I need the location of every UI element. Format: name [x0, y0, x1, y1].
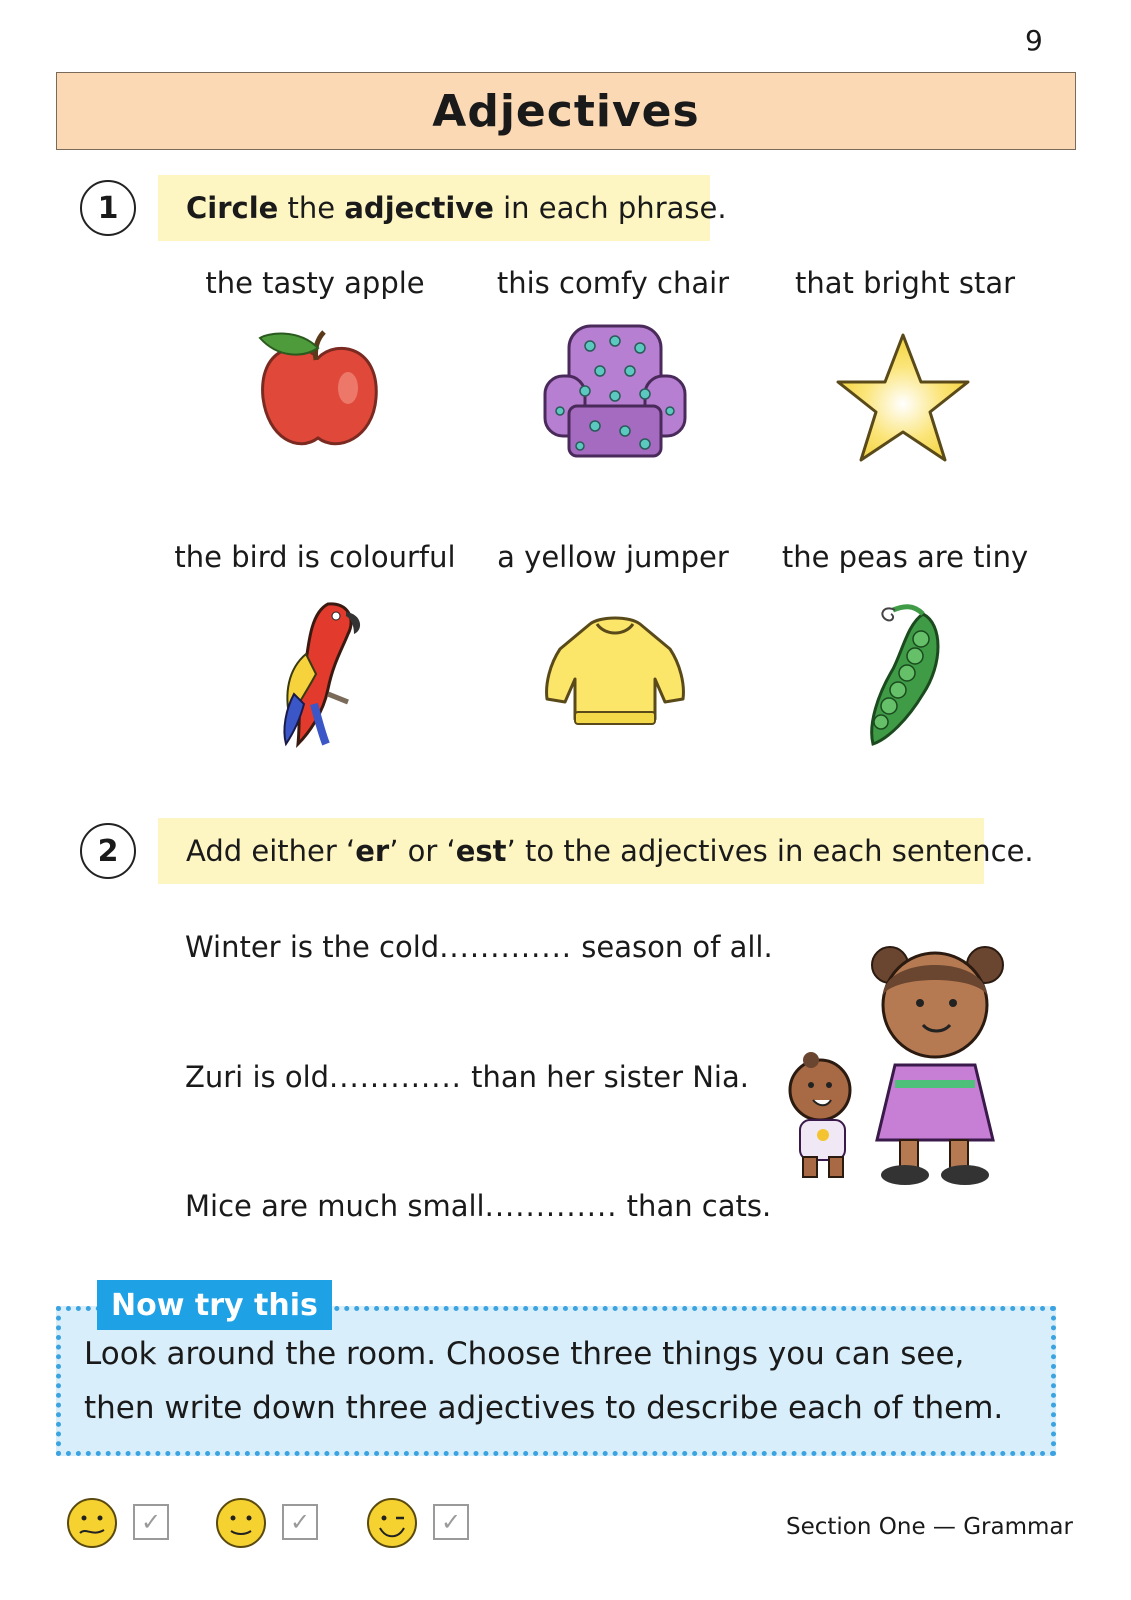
question-1-number: 1: [80, 180, 136, 236]
phrase-bright-star[interactable]: that bright star: [794, 266, 1016, 300]
instruction-text: ’ or ‘: [389, 834, 456, 868]
instruction-text: in each phrase.: [493, 191, 727, 225]
now-try-this-line-1: Look around the room. Choose three things you can see,: [84, 1336, 965, 1372]
footer-section: Section One — Grammar: [786, 1514, 1073, 1540]
question-1-instruction: [158, 175, 727, 241]
tick-box-3[interactable]: ✓: [433, 1504, 469, 1540]
question-2-instruction: [158, 818, 1034, 884]
sentence-end: than her sister Nia.: [461, 1060, 749, 1094]
sentence-end: than cats.: [617, 1189, 772, 1223]
phrase-yellow-jumper[interactable]: a yellow jumper: [497, 540, 729, 574]
title-banner: [56, 72, 1076, 150]
apple-icon: [238, 318, 398, 478]
sentence-mice: [185, 1189, 771, 1223]
page-number: 9: [1025, 24, 1043, 57]
tick-box-2[interactable]: ✓: [282, 1504, 318, 1540]
armchair-icon: [535, 316, 695, 476]
instruction-text: the: [278, 191, 345, 225]
jumper-icon: [535, 594, 695, 754]
sentence-start: Winter is the cold: [185, 930, 440, 964]
parrot-icon: [238, 594, 398, 754]
answer-blank[interactable]: .............: [329, 1060, 462, 1094]
pea-pod-icon: [823, 594, 983, 754]
phrase-tasty-apple[interactable]: the tasty apple: [205, 266, 425, 300]
instruction-bold-circle: Circle: [186, 191, 279, 225]
answer-blank[interactable]: .............: [484, 1189, 618, 1223]
happy-face-icon[interactable]: [366, 1497, 418, 1549]
instruction-text: ’ to the adjectives in each sentence.: [506, 834, 1034, 868]
sentence-end: season of all.: [572, 930, 773, 964]
star-icon: [823, 320, 983, 480]
page-title: Adjectives: [432, 85, 700, 137]
answer-blank[interactable]: .............: [439, 930, 573, 964]
now-try-this-line-2: then write down three adjectives to describe each of them.: [84, 1390, 1004, 1426]
sentence-zuri: [185, 1060, 749, 1094]
sentence-winter: [185, 930, 773, 964]
phrase-comfy-chair[interactable]: this comfy chair: [496, 266, 730, 300]
question-2-number: 2: [80, 823, 136, 879]
neutral-face-icon[interactable]: [215, 1497, 267, 1549]
phrase-peas-tiny[interactable]: the peas are tiny: [781, 540, 1029, 574]
instruction-bold-adjective: adjective: [344, 191, 494, 225]
sisters-illustration-icon: [775, 935, 1015, 1195]
instruction-bold-est: est: [455, 834, 507, 868]
instruction-bold-er: er: [355, 834, 390, 868]
instruction-text: Add either ‘: [186, 834, 356, 868]
sentence-start: Mice are much small: [185, 1189, 485, 1223]
worried-face-icon[interactable]: [66, 1497, 118, 1549]
tick-box-1[interactable]: ✓: [133, 1504, 169, 1540]
sentence-start: Zuri is old: [185, 1060, 330, 1094]
phrase-bird-colourful[interactable]: the bird is colourful: [174, 540, 456, 574]
now-try-this-label: Now try this: [97, 1280, 332, 1330]
